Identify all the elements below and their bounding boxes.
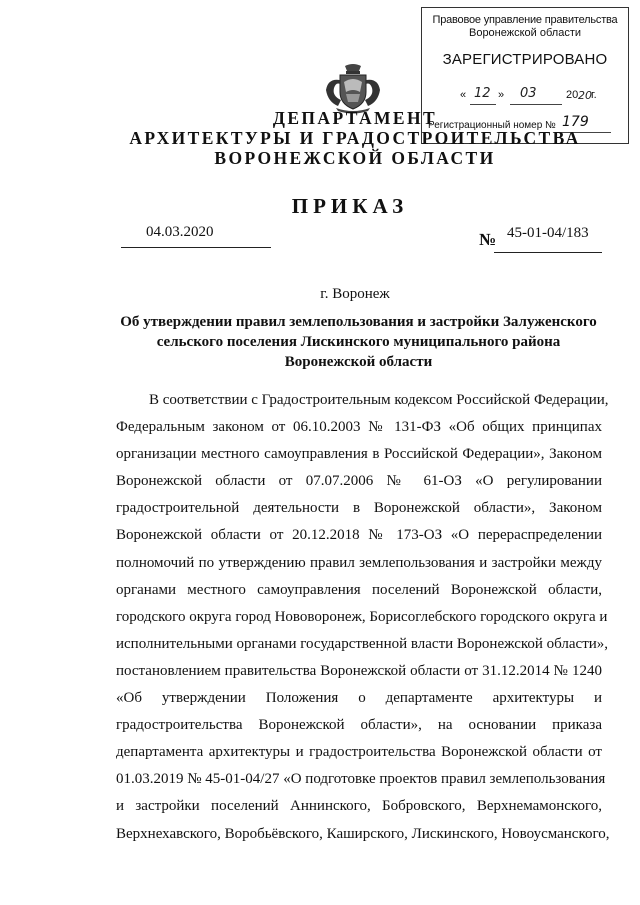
body-line: Воронежской области от 20.12.2018 № 173-ОЗ «О перераспределении — [116, 527, 602, 544]
stamp-authority-line1: Правовое управление правительства — [432, 14, 618, 26]
body-line: градостроительства Воронежской области», на основании приказа — [116, 717, 602, 734]
date-underline — [121, 247, 271, 248]
document-title — [116, 312, 601, 372]
stamp-date-year-prefix: 20 — [566, 89, 579, 101]
stamp-date-day: 12 — [474, 86, 491, 101]
stamp-reg-label: Регистрационный номер № — [428, 120, 556, 131]
stamp-date-month: 03 — [520, 86, 537, 101]
body-line: «Об утверждении Положения о департаменте архитектуры и — [116, 690, 602, 707]
stamp-date-close-quote: » — [498, 89, 505, 101]
stamp-registered-label: ЗАРЕГИСТРИРОВАНО — [442, 51, 608, 68]
body-line: исполнительными органами государственной власти Воронежской области», — [116, 635, 609, 652]
body-line: организации местного самоуправления в Российской Федерации», Законом — [116, 446, 602, 463]
body-line: Воронежской области от 07.07.2006 № 61-ОЗ «О регулировании — [116, 473, 602, 490]
title-line: сельского поселения Лискинского муниципального района — [156, 334, 561, 350]
number-underline — [494, 252, 602, 253]
order-number: 45-01-04/183 — [507, 225, 589, 241]
body-line: департамента архитектуры и градостроительства Воронежской области от — [116, 744, 602, 761]
order-date: 04.03.2020 — [146, 224, 214, 240]
body-line: 01.03.2019 № 45-01-04/27 «О подготовке проектов правил землепользования — [116, 771, 606, 788]
document-type-heading: ПРИКАЗ — [291, 194, 409, 218]
stamp-date-year-suffix: 20 — [578, 89, 592, 102]
stamp-date-year-unit: г. — [591, 89, 597, 101]
stamp-authority-line2: Воронежской области — [468, 27, 581, 39]
stamp-date-open-quote: « — [460, 89, 467, 101]
stamp-date — [460, 86, 600, 107]
stamp-reg-number: 179 — [562, 114, 589, 130]
body-line: органами местного самоуправления поселений Воронежской области, — [116, 581, 602, 598]
body-line: полномочий по утверждению правил землепользования и застройки между — [116, 554, 602, 571]
title-line: Воронежской области — [284, 354, 433, 370]
body-line: В соответствии с Градостроительным кодексом Российской Федерации, — [149, 392, 609, 408]
body-line: постановлением правительства Воронежской области от 31.12.2014 № 1240 — [116, 662, 602, 679]
title-line: Об утверждении правил землепользования и застройки Залуженского — [120, 314, 597, 330]
body-line: городского округа город Нововоронеж, Борисоглебского городского округа и — [116, 608, 608, 625]
body-line: Верхнехавского, Воробьёвского, Каширского, Лискинского, Новоусманского, — [116, 825, 610, 842]
body-line: и застройки поселений Аннинского, Бобровского, Верхнемамонского, — [116, 798, 602, 815]
department-name-line1: ДЕПАРТАМЕНТ — [272, 108, 438, 128]
department-name-line3: ВОРОНЕЖСКОЙ ОБЛАСТИ — [214, 148, 496, 168]
city-name: г. Воронеж — [320, 286, 390, 302]
coat-of-arms-icon — [322, 62, 384, 114]
body-line: Федеральным законом от 06.10.2003 № 131-ФЗ «Об общих принципах — [116, 419, 602, 436]
number-sign: № — [479, 230, 497, 249]
body-line: градостроительной деятельности в Воронежской области», Законом — [116, 500, 602, 517]
document-body — [116, 387, 610, 848]
department-name-line2: АРХИТЕКТУРЫ И ГРАДОСТРОИТЕЛЬСТВА — [129, 128, 581, 148]
